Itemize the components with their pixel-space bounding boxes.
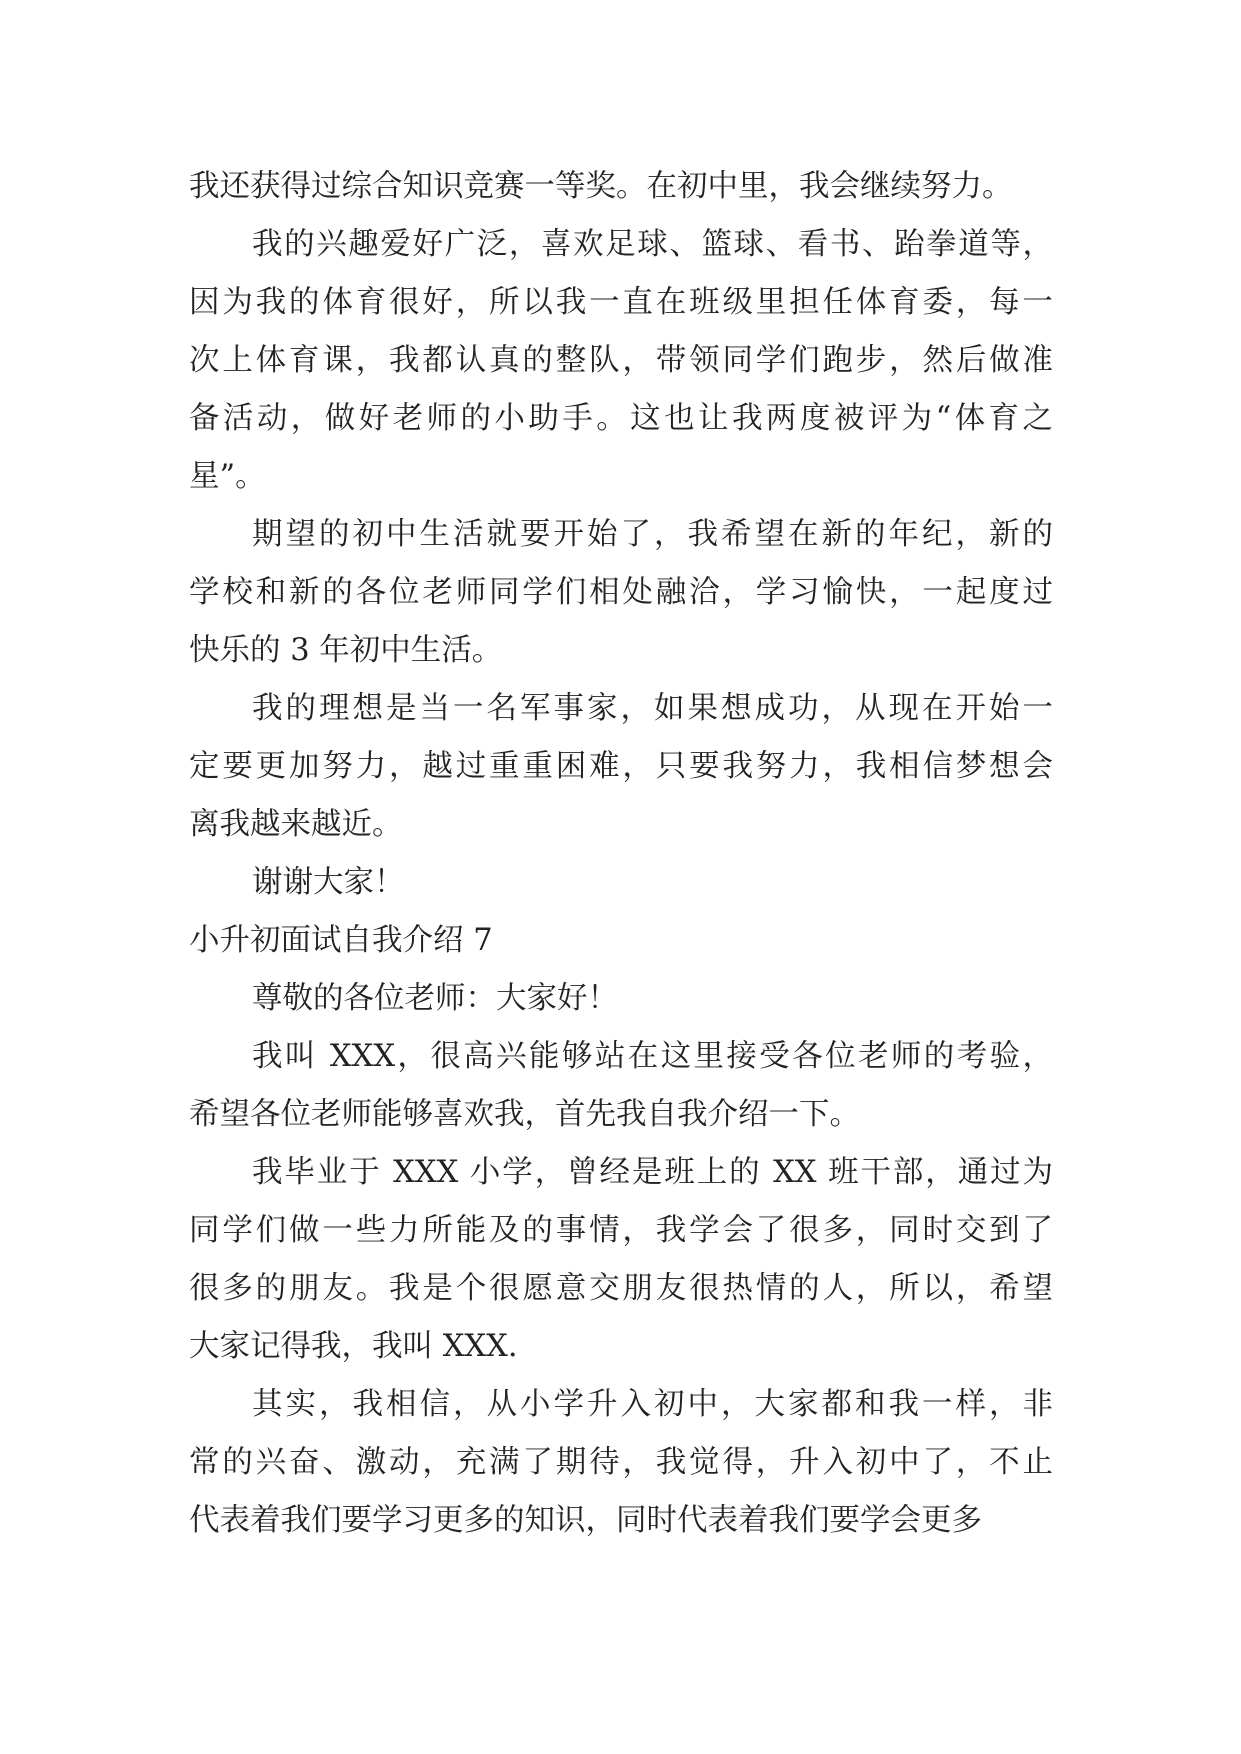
section-heading: [189, 912, 1053, 970]
document-body: [189, 158, 1053, 1550]
text-line: 我还获得过综合知识竞赛一等奖。在初中里，我会继续努力。: [189, 169, 1013, 204]
text-line: 常的兴奋、激动，充满了期待，我觉得，升入初中了，不止: [189, 1445, 1053, 1480]
text-line: 尊敬的各位老师：大家好！: [252, 981, 618, 1016]
text-line: 我的理想是当一名军事家，如果想成功，从现在开始一: [252, 691, 1053, 726]
text-line: 定要更加努力，越过重重困难，只要我努力，我相信梦想会: [189, 749, 1053, 784]
text-line: 我叫 XXX，很高兴能够站在这里接受各位老师的考验，: [252, 1039, 1053, 1074]
text-line: 备活动，做好老师的小助手。这也让我两度被评为“体育之: [189, 401, 1053, 436]
paragraph: [189, 1144, 1053, 1376]
text-line: 其实，我相信，从小学升入初中，大家都和我一样，非: [252, 1387, 1053, 1422]
paragraph: [189, 506, 1053, 680]
text-line: 很多的朋友。我是个很愿意交朋友很热情的人，所以，希望: [189, 1271, 1053, 1306]
text-line: 学校和新的各位老师同学们相处融洽，学习愉快，一起度过: [189, 575, 1053, 610]
text-line: 因为我的体育很好，所以我一直在班级里担任体育委，每一: [189, 285, 1053, 320]
paragraph: [189, 970, 1053, 1028]
paragraph: [189, 854, 1053, 912]
text-line: 谢谢大家！: [252, 865, 405, 900]
text-line: 次上体育课，我都认真的整队，带领同学们跑步，然后做准: [189, 343, 1053, 378]
paragraph: [189, 1376, 1053, 1550]
paragraph: [189, 1028, 1053, 1144]
paragraph: [189, 680, 1053, 854]
paragraph: [189, 158, 1053, 216]
heading-text: 小升初面试自我介绍 7: [189, 923, 493, 958]
text-line: 同学们做一些力所能及的事情，我学会了很多，同时交到了: [189, 1213, 1053, 1248]
text-line: 我的兴趣爱好广泛，喜欢足球、篮球、看书、跆拳道等，: [252, 227, 1053, 262]
paragraph: [189, 216, 1053, 506]
text-line: 我毕业于 XXX 小学，曾经是班上的 XX 班干部，通过为: [252, 1155, 1053, 1190]
text-line: 星”。: [189, 459, 266, 494]
text-line: 离我越来越近。: [189, 807, 403, 842]
text-line: 大家记得我，我叫 XXX.: [189, 1329, 518, 1364]
text-line: 代表着我们要学习更多的知识，同时代表着我们要学会更多: [189, 1503, 982, 1538]
text-line: 希望各位老师能够喜欢我，首先我自我介绍一下。: [189, 1097, 860, 1132]
text-line: 期望的初中生活就要开始了，我希望在新的年纪，新的: [252, 517, 1053, 552]
text-line: 快乐的 3 年初中生活。: [189, 633, 503, 668]
